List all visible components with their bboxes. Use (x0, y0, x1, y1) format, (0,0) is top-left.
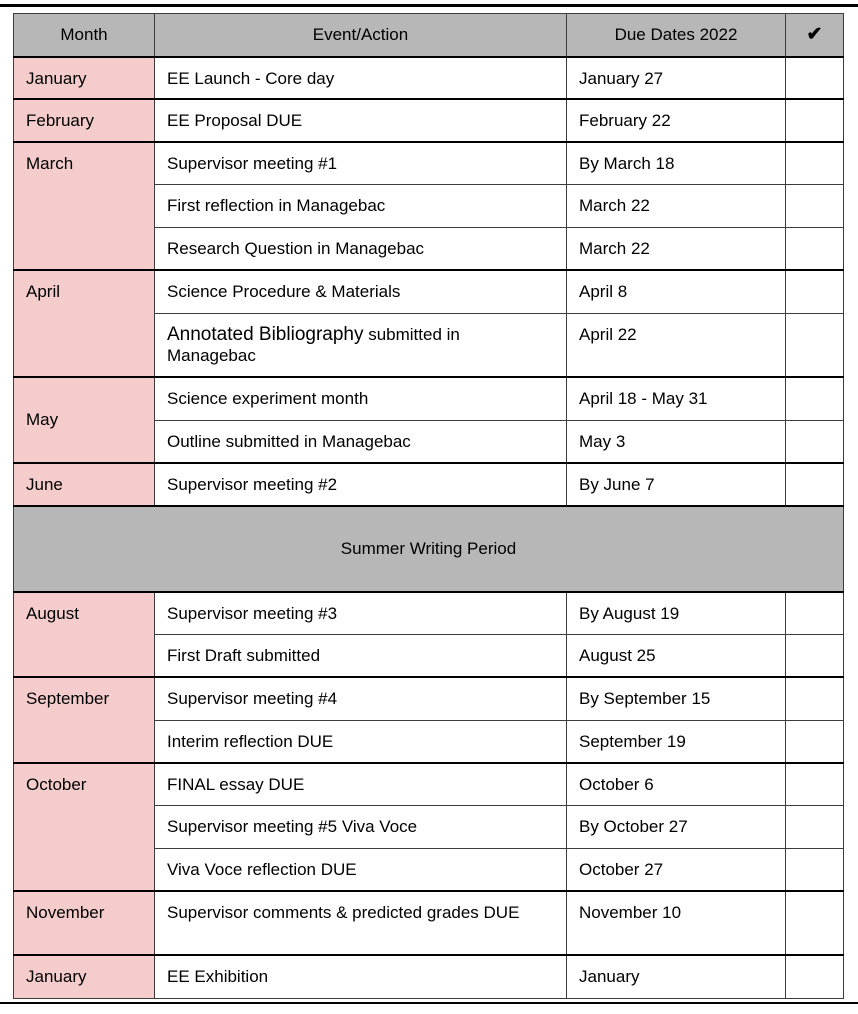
event-cell: EE Launch - Core day (155, 57, 567, 100)
due-cell: January (567, 955, 786, 998)
due-cell: By August 19 (567, 592, 786, 635)
table-row (14, 592, 844, 635)
due-cell: October 27 (567, 848, 786, 891)
check-cell (786, 377, 844, 420)
table-row (14, 463, 844, 506)
check-cell (786, 848, 844, 891)
event-cell: EE Proposal DUE (155, 99, 567, 142)
ee-timeline-table (13, 13, 844, 999)
event-cell: Science experiment month (155, 377, 567, 420)
summer-band-row (14, 506, 844, 592)
due-cell: August 25 (567, 634, 786, 677)
due-cell: November 10 (567, 891, 786, 955)
table-row (14, 891, 844, 955)
table-row (14, 142, 844, 185)
event-cell: Supervisor comments & predicted grades DUE (155, 891, 567, 955)
event-text: submitted in Managebac (167, 324, 460, 365)
table-row (14, 677, 844, 720)
event-cell: Science Procedure & Materials (155, 270, 567, 313)
check-cell (786, 99, 844, 142)
due-cell: February 22 (567, 99, 786, 142)
event-cell: Outline submitted in Managebac (155, 420, 567, 463)
event-cell: Supervisor meeting #5 Viva Voce (155, 806, 567, 849)
event-cell: Interim reflection DUE (155, 720, 567, 763)
summer-band-cell: Summer Writing Period (14, 506, 844, 592)
month-cell: November (14, 891, 155, 955)
top-rule (0, 4, 858, 7)
event-cell: EE Exhibition (155, 955, 567, 998)
check-cell (786, 463, 844, 506)
check-cell (786, 142, 844, 185)
due-cell: May 3 (567, 420, 786, 463)
check-cell (786, 763, 844, 806)
col-header-event: Event/Action (155, 14, 567, 57)
due-cell: By June 7 (567, 463, 786, 506)
due-cell: September 19 (567, 720, 786, 763)
event-cell: Supervisor meeting #4 (155, 677, 567, 720)
due-cell: By September 15 (567, 677, 786, 720)
month-cell: September (14, 677, 155, 763)
check-cell (786, 420, 844, 463)
month-cell: January (14, 57, 155, 100)
due-cell: April 22 (567, 313, 786, 377)
check-cell (786, 955, 844, 998)
month-cell: October (14, 763, 155, 891)
event-cell: Supervisor meeting #2 (155, 463, 567, 506)
col-header-due: Due Dates 2022 (567, 14, 786, 57)
check-cell (786, 720, 844, 763)
month-cell: January (14, 955, 155, 998)
event-text-emphasis: Annotated Bibliography (167, 323, 364, 345)
event-cell: Supervisor meeting #3 (155, 592, 567, 635)
event-cell: Viva Voce reflection DUE (155, 848, 567, 891)
due-cell: January 27 (567, 57, 786, 100)
check-cell (786, 806, 844, 849)
bottom-rule (0, 1002, 858, 1005)
table-row (14, 270, 844, 313)
check-cell (786, 634, 844, 677)
check-cell (786, 891, 844, 955)
due-cell: March 22 (567, 228, 786, 271)
table-row (14, 763, 844, 806)
due-cell: April 8 (567, 270, 786, 313)
event-cell (155, 313, 567, 377)
event-cell: Supervisor meeting #1 (155, 142, 567, 185)
event-cell: FINAL essay DUE (155, 763, 567, 806)
check-cell (786, 228, 844, 271)
table-row (14, 377, 844, 420)
table-row (14, 57, 844, 100)
check-cell (786, 313, 844, 377)
check-cell (786, 185, 844, 228)
month-cell: March (14, 142, 155, 270)
check-cell (786, 270, 844, 313)
due-cell: April 18 - May 31 (567, 377, 786, 420)
col-header-month: Month (14, 14, 155, 57)
table-row (14, 955, 844, 998)
header-row (14, 14, 844, 57)
event-cell: Research Question in Managebac (155, 228, 567, 271)
month-cell: June (14, 463, 155, 506)
table-row (14, 99, 844, 142)
month-cell: April (14, 270, 155, 377)
check-cell (786, 592, 844, 635)
due-cell: By March 18 (567, 142, 786, 185)
event-cell: First reflection in Managebac (155, 185, 567, 228)
due-cell: March 22 (567, 185, 786, 228)
col-header-check checkmark-icon: ✔ (786, 14, 844, 57)
month-cell: May (14, 377, 155, 463)
due-cell: By October 27 (567, 806, 786, 849)
event-cell: First Draft submitted (155, 634, 567, 677)
due-cell: October 6 (567, 763, 786, 806)
check-cell (786, 57, 844, 100)
check-cell (786, 677, 844, 720)
month-cell: February (14, 99, 155, 142)
month-cell: August (14, 592, 155, 678)
